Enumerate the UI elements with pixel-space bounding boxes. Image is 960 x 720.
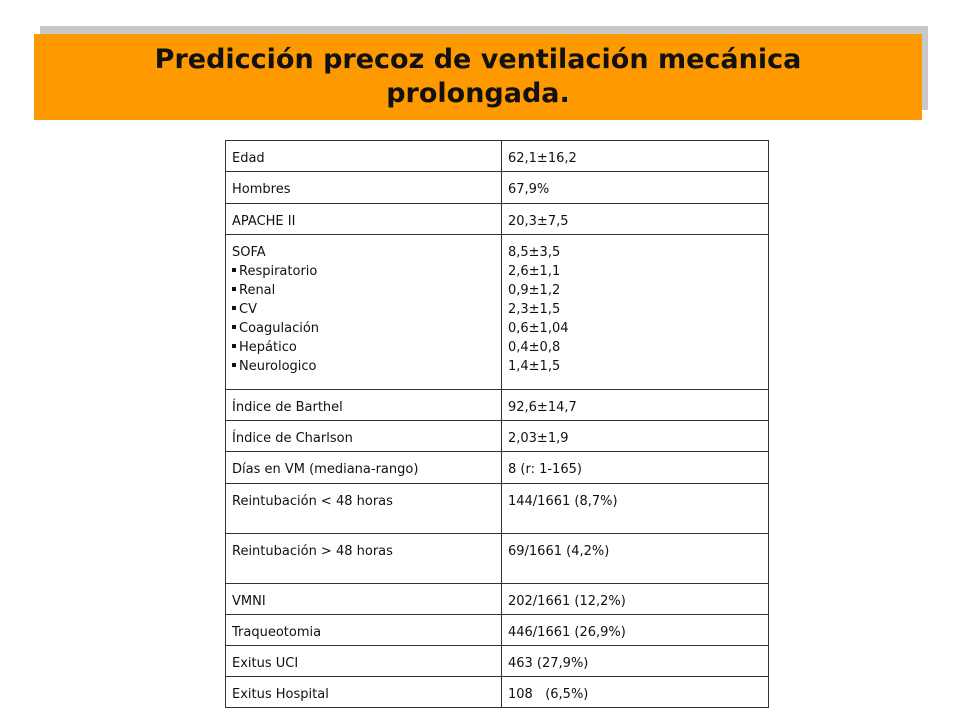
row-label: Índice de Charlson [226, 421, 502, 452]
list-item-value: 1,4±1,5 [507, 359, 561, 374]
row-value: 67,9% [501, 172, 768, 204]
row-label: Edad [226, 141, 502, 172]
data-table [225, 140, 769, 708]
table-row [226, 235, 769, 390]
row-value [501, 235, 768, 390]
list-item-value: 0,9±1,2 [507, 283, 561, 298]
row-value: 144/1661 (8,7%) [501, 484, 768, 534]
row-value: 8 (r: 1-165) [501, 452, 768, 484]
list-item: Coagulación [232, 319, 495, 338]
row-value: 202/1661 (12,2%) [501, 584, 768, 615]
row-label: Hombres [226, 172, 502, 204]
list-item-value: 0,6±1,04 [507, 321, 569, 336]
table-row [226, 172, 769, 204]
row-label: Reintubación < 48 horas [226, 484, 502, 534]
table-row [226, 141, 769, 172]
table-row [226, 452, 769, 484]
table-row [226, 584, 769, 615]
row-value: 108 (6,5%) [501, 677, 768, 708]
table-row [226, 646, 769, 677]
row-value: 463 (27,9%) [501, 646, 768, 677]
title-banner [34, 34, 922, 120]
list-item-value: 2,6±1,1 [507, 264, 561, 279]
list-item-value: 2,3±1,5 [507, 302, 561, 317]
list-item: Renal [232, 281, 495, 300]
row-value: 446/1661 (26,9%) [501, 615, 768, 646]
list-item: CV [232, 300, 495, 319]
sofa-value: 8,5±3,5 [507, 245, 561, 260]
row-label: VMNI [226, 584, 502, 615]
row-label: Exitus UCI [226, 646, 502, 677]
table-row [226, 421, 769, 452]
list-item-value: 0,4±0,8 [507, 340, 561, 355]
row-label: Reintubación > 48 horas [226, 534, 502, 584]
table-row [226, 615, 769, 646]
table-row [226, 390, 769, 421]
row-value: 62,1±16,2 [501, 141, 768, 172]
list-item: Neurologico [232, 357, 495, 376]
page-title: Predicción precoz de ventilación mecánica prolongada. [154, 44, 802, 109]
row-label: Índice de Barthel [226, 390, 502, 421]
row-value: 2,03±1,9 [501, 421, 768, 452]
bullet-icon [232, 325, 236, 329]
bullet-icon [232, 363, 236, 367]
row-label: Días en VM (mediana-rango) [226, 452, 502, 484]
table-row [226, 677, 769, 708]
bullet-icon [232, 306, 236, 310]
bullet-icon [232, 287, 236, 291]
list-item: Respiratorio [232, 262, 495, 281]
table-row [226, 484, 769, 534]
sofa-label: SOFA [232, 245, 266, 260]
bullet-icon [232, 344, 236, 348]
table-row [226, 204, 769, 235]
bullet-icon [232, 268, 236, 272]
list-item: Hepático [232, 338, 495, 357]
row-label: Exitus Hospital [226, 677, 502, 708]
row-label [226, 235, 502, 390]
row-label: Traqueotomia [226, 615, 502, 646]
table-row [226, 534, 769, 584]
row-label: APACHE II [226, 204, 502, 235]
row-value: 69/1661 (4,2%) [501, 534, 768, 584]
row-value: 20,3±7,5 [501, 204, 768, 235]
row-value: 92,6±14,7 [501, 390, 768, 421]
